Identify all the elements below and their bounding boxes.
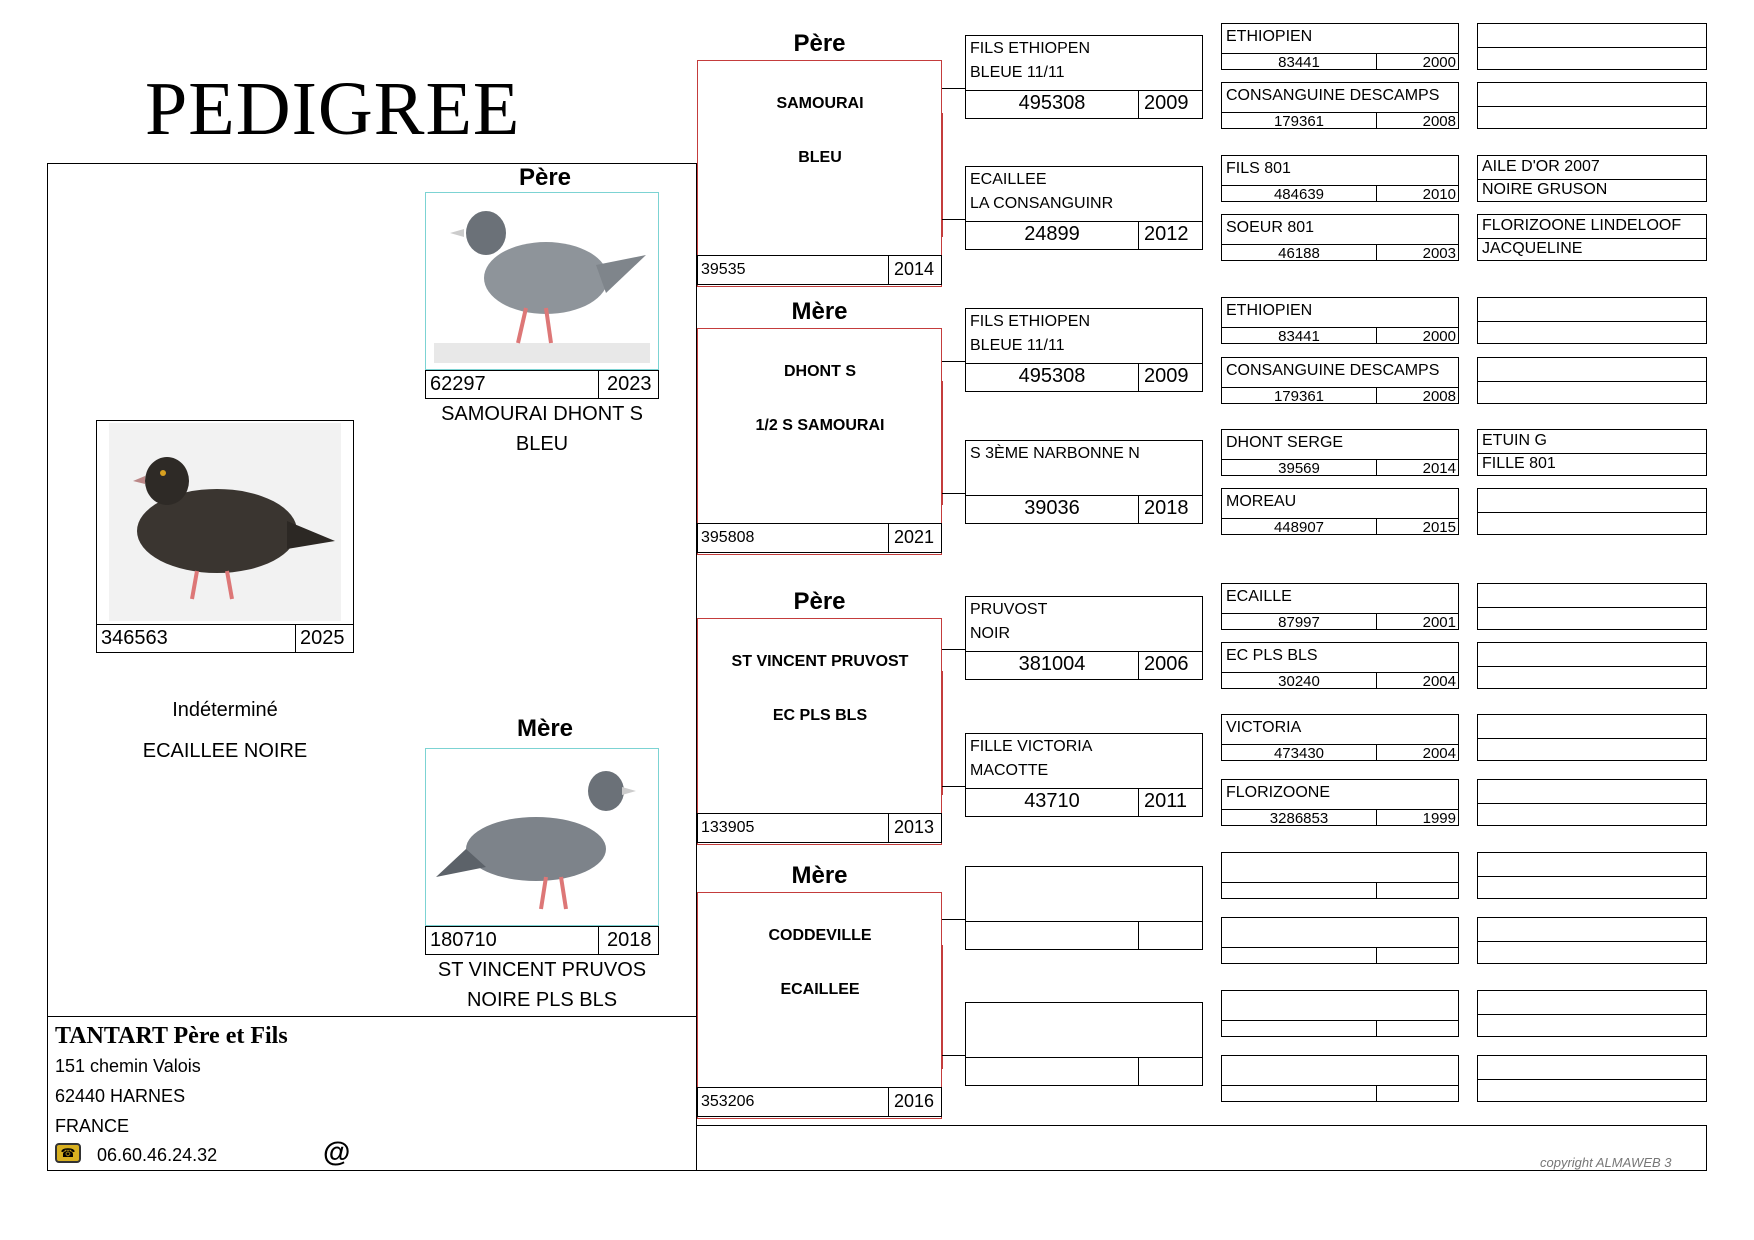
gen2-divider — [966, 495, 1202, 496]
gen3-divider — [1222, 947, 1458, 948]
dam-header: Mère — [516, 715, 574, 742]
gen2-divider — [966, 1057, 1202, 1058]
gen2-ring: 39036 — [1024, 497, 1080, 519]
gen2-ring-divider — [1138, 90, 1139, 118]
gen2-card — [965, 733, 1203, 817]
gen3-ring: 83441 — [1278, 54, 1320, 71]
gen3-name: FLORIZOONE — [1226, 784, 1331, 801]
gen1-name-line1: DHONT S — [784, 363, 856, 380]
gen3-ring: 46188 — [1278, 245, 1320, 262]
gen3-year: 2010 — [1422, 186, 1456, 203]
gen3-card — [1221, 214, 1459, 261]
gen4-divider — [1478, 453, 1706, 454]
gen2-name-line1: FILLE VICTORIA — [970, 738, 1093, 755]
subject-ring: 346563 — [101, 627, 168, 649]
gen3-year: 2015 — [1422, 519, 1456, 536]
gen1-connector — [942, 945, 943, 1069]
gen2-card — [965, 1002, 1203, 1086]
gen1-name-line2: 1/2 S SAMOURAI — [755, 417, 885, 434]
gen1-ring-divider — [888, 814, 889, 842]
gen4-divider — [1478, 106, 1706, 107]
gen3-year: 1999 — [1422, 810, 1456, 827]
gen2-ring: 495308 — [1018, 92, 1086, 114]
gen2-ring-divider — [1138, 788, 1139, 816]
gen3-divider — [1222, 1020, 1458, 1021]
owner-city: 62440 HARNES — [55, 1086, 186, 1106]
gen3-name: ECAILLE — [1226, 588, 1292, 605]
dam-pigeon-image — [426, 749, 658, 925]
gen3-divider — [1222, 1085, 1458, 1086]
gen3-ring-divider — [1376, 809, 1377, 825]
gen1-card — [697, 892, 942, 1119]
gen4-name-line1: FLORIZOONE LINDELOOF — [1482, 217, 1682, 234]
gen1-ring-row — [697, 523, 942, 553]
gen4-divider — [1478, 738, 1706, 739]
gen3-ring-divider — [1376, 613, 1377, 629]
gen3-card — [1221, 917, 1459, 964]
gen2-year: 2009 — [1144, 365, 1189, 387]
gen3-ring-divider — [1376, 244, 1377, 260]
gen3-ring-divider — [1376, 53, 1377, 69]
gen2-card — [965, 596, 1203, 680]
gen3-ring: 473430 — [1273, 745, 1325, 762]
gen2-connector — [942, 1055, 965, 1056]
gen1-card — [697, 60, 942, 287]
gen2-connector — [942, 361, 965, 362]
gen3-card — [1221, 714, 1459, 761]
gen2-connector — [942, 919, 965, 920]
gen2-ring: 43710 — [1024, 790, 1080, 812]
gen3-card — [1221, 357, 1459, 404]
gen3-name: EC PLS BLS — [1226, 647, 1318, 664]
gen1-ring-divider — [888, 524, 889, 552]
gen1-name-line1: ST VINCENT PRUVOST — [731, 653, 909, 670]
gen3-name: CONSANGUINE DESCAMPS — [1226, 362, 1440, 379]
gen2-name-line1: PRUVOST — [970, 601, 1048, 618]
gen3-card — [1221, 82, 1459, 129]
gen4-divider — [1478, 1079, 1706, 1080]
gen3-ring-divider — [1376, 185, 1377, 201]
gen4-card — [1477, 583, 1707, 630]
gen2-name-line2: NOIR — [970, 625, 1010, 642]
gen4-divider — [1478, 1014, 1706, 1015]
gen2-divider — [966, 651, 1202, 652]
gen1-ring: 39535 — [701, 261, 746, 278]
gen3-ring-divider — [1376, 882, 1377, 898]
sire-name-line1: SAMOURAI DHONT S — [441, 403, 643, 425]
gen3-ring-divider — [1376, 744, 1377, 760]
gen4-name-line1: AILE D'OR 2007 — [1482, 158, 1600, 175]
gen3-ring-divider — [1376, 672, 1377, 688]
gen2-name-line2: MACOTTE — [970, 762, 1049, 779]
gen2-year: 2009 — [1144, 92, 1189, 114]
gen2-name-line1: S 3ÈME NARBONNE N — [970, 445, 1140, 462]
gen1-year: 2021 — [894, 527, 935, 547]
gen3-year: 2004 — [1422, 673, 1456, 690]
gen1-card — [697, 618, 942, 845]
gen3-year: 2000 — [1422, 54, 1456, 71]
gen2-card — [965, 35, 1203, 119]
gen2-year: 2018 — [1144, 497, 1189, 519]
gen4-divider — [1478, 941, 1706, 942]
gen4-divider — [1478, 179, 1706, 180]
gen4-divider — [1478, 876, 1706, 877]
owner-divider — [47, 1016, 697, 1017]
dam-ring-row — [425, 926, 659, 955]
gen1-year: 2014 — [894, 259, 935, 279]
dam-photo-frame — [425, 748, 659, 926]
gen4-name-line2: NOIRE GRUSON — [1482, 181, 1608, 198]
gen4-divider — [1478, 666, 1706, 667]
gen3-card — [1221, 23, 1459, 70]
gen3-card — [1221, 779, 1459, 826]
gen2-year: 2006 — [1144, 653, 1189, 675]
gen4-name-line2: FILLE 801 — [1482, 455, 1556, 472]
gen3-ring-divider — [1376, 1085, 1377, 1101]
gen1-connector — [942, 381, 943, 505]
gen2-year: 2011 — [1144, 790, 1188, 812]
sire-ring: 62297 — [430, 373, 486, 395]
gen3-ring: 87997 — [1278, 614, 1320, 631]
gen1-ring-row — [697, 1087, 942, 1117]
at-icon[interactable]: @ — [323, 1136, 351, 1167]
dam-year: 2018 — [607, 929, 652, 951]
gen2-connector — [942, 493, 965, 494]
gen3-year: 2000 — [1422, 328, 1456, 345]
gen3-ring-divider — [1376, 387, 1377, 403]
gen2-ring-divider — [1138, 221, 1139, 249]
gen1-year: 2013 — [894, 817, 935, 837]
gen2-card — [965, 440, 1203, 524]
gen1-ring-divider — [888, 1088, 889, 1116]
owner-address: 151 chemin Valois — [55, 1056, 201, 1076]
subject-color: ECAILLEE NOIRE — [142, 740, 308, 762]
gen4-divider — [1478, 238, 1706, 239]
gen3-name: SOEUR 801 — [1226, 219, 1315, 236]
gen2-ring: 381004 — [1018, 653, 1086, 675]
gen3-ring: 448907 — [1273, 519, 1325, 536]
gen4-card — [1477, 357, 1707, 404]
gen4-card — [1477, 155, 1707, 202]
gen4-card — [1477, 779, 1707, 826]
gen3-card — [1221, 852, 1459, 899]
gen1-year: 2016 — [894, 1091, 935, 1111]
gen3-ring: 179361 — [1273, 113, 1325, 130]
gen3-ring: 179361 — [1273, 388, 1325, 405]
gen2-name-line2: LA CONSANGUINR — [970, 195, 1114, 212]
gen3-card — [1221, 642, 1459, 689]
gen2-divider — [966, 90, 1202, 91]
gen3-year: 2004 — [1422, 745, 1456, 762]
gen3-card — [1221, 297, 1459, 344]
gen3-ring: 83441 — [1278, 328, 1320, 345]
gen3-ring-divider — [1376, 518, 1377, 534]
gen3-ring: 30240 — [1278, 673, 1320, 690]
gen4-name-line1: ETUIN G — [1482, 432, 1547, 449]
gen4-card — [1477, 917, 1707, 964]
gen3-name: DHONT SERGE — [1226, 434, 1344, 451]
gen3-ring: 484639 — [1273, 186, 1325, 203]
gen3-year: 2014 — [1422, 460, 1456, 477]
gen2-connector — [942, 88, 965, 89]
gen3-card — [1221, 155, 1459, 202]
subject-photo-frame — [96, 420, 354, 653]
gen3-ring-divider — [1376, 459, 1377, 475]
subject-year: 2025 — [300, 627, 345, 649]
gen3-name: ETHIOPIEN — [1226, 302, 1313, 319]
gen2-name-line1: ECAILLEE — [970, 171, 1047, 188]
gen3-name: ETHIOPIEN — [1226, 28, 1313, 45]
gen3-year: 2008 — [1422, 388, 1456, 405]
gen4-card — [1477, 82, 1707, 129]
gen4-card — [1477, 642, 1707, 689]
gen3-ring-divider — [1376, 112, 1377, 128]
gen2-ring-divider — [1138, 363, 1139, 391]
gen2-ring: 24899 — [1024, 223, 1080, 245]
gen2-year: 2012 — [1144, 223, 1189, 245]
gen3-card — [1221, 583, 1459, 630]
gen3-ring: 39569 — [1278, 460, 1320, 477]
gen1-header: Père — [793, 588, 846, 615]
gen4-card — [1477, 990, 1707, 1037]
gen1-header: Mère — [791, 298, 848, 325]
gen4-divider — [1478, 803, 1706, 804]
gen1-ring: 353206 — [701, 1093, 755, 1110]
gen2-connector — [942, 786, 965, 787]
gen4-card — [1477, 429, 1707, 476]
gen1-card — [697, 328, 942, 555]
gen2-ring-divider — [1138, 921, 1139, 949]
telephone-icon: ☎ — [55, 1143, 81, 1163]
gen1-ring: 133905 — [701, 819, 755, 836]
gen1-ring-row — [697, 813, 942, 843]
gen2-ring-divider — [1138, 1057, 1139, 1085]
gen1-ring: 395808 — [701, 529, 755, 546]
gen4-card — [1477, 488, 1707, 535]
gen3-name: FILS 801 — [1226, 160, 1291, 177]
gen2-connector — [942, 219, 965, 220]
gen4-card — [1477, 23, 1707, 70]
sire-header: Père — [518, 164, 572, 191]
sire-year: 2023 — [607, 373, 652, 395]
gen4-divider — [1478, 321, 1706, 322]
gen2-ring-divider — [1138, 495, 1139, 523]
gen4-card — [1477, 214, 1707, 261]
gen2-name-line2: BLEUE 11/11 — [970, 64, 1065, 81]
gen4-divider — [1478, 47, 1706, 48]
gen3-card — [1221, 429, 1459, 476]
gen4-card — [1477, 1055, 1707, 1102]
owner-country: FRANCE — [55, 1116, 130, 1136]
gen3-ring-divider — [1376, 1020, 1377, 1036]
sire-pigeon-image — [426, 193, 658, 369]
gen3-divider — [1222, 882, 1458, 883]
gen2-card — [965, 308, 1203, 392]
gen4-divider — [1478, 607, 1706, 608]
gen1-connector — [942, 671, 943, 795]
gen2-divider — [966, 788, 1202, 789]
gen2-card — [965, 866, 1203, 950]
gen2-divider — [966, 363, 1202, 364]
gen2-ring-divider — [1138, 651, 1139, 679]
gen2-name-line1: FILS ETHIOPEN — [970, 40, 1091, 57]
gen4-card — [1477, 714, 1707, 761]
gen3-card — [1221, 488, 1459, 535]
gen4-divider — [1478, 381, 1706, 382]
gen3-name: CONSANGUINE DESCAMPS — [1226, 87, 1440, 104]
gen3-ring: 3286853 — [1269, 810, 1329, 827]
gen3-card — [1221, 990, 1459, 1037]
gen2-connector — [942, 649, 965, 650]
subject-sex: Indéterminé — [172, 699, 278, 721]
dam-name-line1: ST VINCENT PRUVOS — [437, 959, 647, 981]
gen1-name-line1: CODDEVILLE — [768, 927, 872, 944]
gen1-name-line1: SAMOURAI — [776, 95, 864, 112]
sire-ring-row — [425, 370, 659, 399]
gen3-ring-divider — [1376, 327, 1377, 343]
gen2-divider — [966, 921, 1202, 922]
gen2-divider — [966, 221, 1202, 222]
gen1-header: Mère — [791, 862, 848, 889]
copyright-text: copyright ALMAWEB 3 — [1540, 1155, 1672, 1170]
page-title: PEDIGREE — [145, 67, 521, 151]
gen1-name-line2: ECAILLEE — [780, 981, 860, 998]
gen2-name-line1: FILS ETHIOPEN — [970, 313, 1091, 330]
dam-ring: 180710 — [430, 929, 497, 951]
gen3-year: 2003 — [1422, 245, 1456, 262]
gen4-card — [1477, 297, 1707, 344]
gen3-ring-divider — [1376, 947, 1377, 963]
gen1-ring-divider — [888, 256, 889, 284]
gen1-header: Père — [793, 30, 846, 57]
gen3-year: 2001 — [1422, 614, 1456, 631]
gen3-name: VICTORIA — [1226, 719, 1302, 736]
gen4-card — [1477, 852, 1707, 899]
gen4-divider — [1478, 512, 1706, 513]
gen1-name-line2: EC PLS BLS — [772, 707, 868, 724]
sire-photo-frame — [425, 192, 659, 370]
gen2-ring: 495308 — [1018, 365, 1086, 387]
gen3-name: MOREAU — [1226, 493, 1297, 510]
gen3-year: 2008 — [1422, 113, 1456, 130]
subject-pigeon-image — [97, 421, 353, 624]
gen3-card — [1221, 1055, 1459, 1102]
gen1-name-line2: BLEU — [798, 149, 842, 166]
sire-name-line2: BLEU — [515, 433, 569, 455]
owner-name: TANTART Père et Fils — [55, 1023, 288, 1049]
owner-phone[interactable]: 06.60.46.24.32 — [97, 1145, 218, 1165]
gen2-name-line2: BLEUE 11/11 — [970, 337, 1065, 354]
gen4-name-line2: JACQUELINE — [1482, 240, 1583, 257]
gen2-card — [965, 166, 1203, 250]
dam-name-line2: NOIRE PLS BLS — [466, 989, 618, 1011]
gen1-ring-row — [697, 255, 942, 285]
